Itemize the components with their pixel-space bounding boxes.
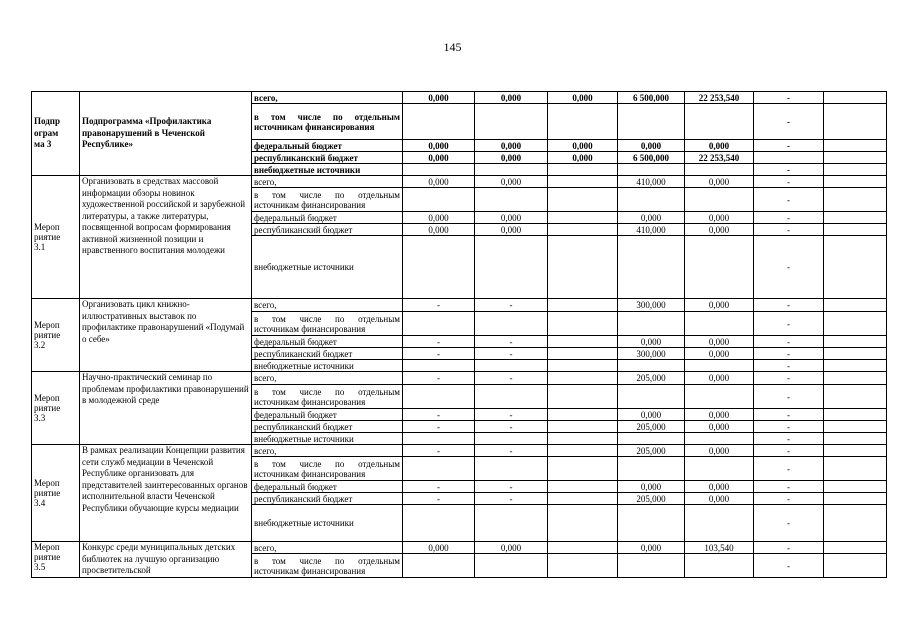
funding-source: в том числе по отдельным источникам финансирования — [252, 457, 403, 481]
row-label-text: Мероп риятие 3.4 — [34, 478, 61, 508]
value-cell: 0,000 — [685, 445, 754, 457]
activity-name — [80, 445, 252, 542]
value-cell: - — [754, 360, 824, 372]
value-cell — [824, 312, 887, 336]
row-label — [32, 176, 80, 299]
value-cell: - — [754, 433, 824, 445]
value-cell: - — [754, 554, 824, 578]
value-cell — [548, 212, 618, 224]
value-cell — [685, 433, 754, 445]
row-label — [32, 299, 80, 372]
value-cell — [754, 152, 824, 164]
value-cell: - — [754, 542, 824, 554]
value-cell — [403, 312, 475, 336]
value-cell: - — [754, 236, 824, 299]
value-cell: 6 500,000 — [618, 152, 685, 164]
value-cell — [548, 360, 618, 372]
value-cell — [475, 554, 548, 578]
value-cell: 0,000 — [403, 542, 475, 554]
value-cell: 0,000 — [618, 336, 685, 348]
value-cell: - — [754, 409, 824, 421]
value-cell — [685, 312, 754, 336]
value-cell: - — [754, 140, 824, 152]
value-cell — [618, 433, 685, 445]
value-cell — [824, 360, 887, 372]
value-cell — [618, 554, 685, 578]
funding-source: республиканский бюджет — [252, 493, 403, 505]
value-cell: 22 253,540 — [685, 152, 754, 164]
row-label-text: Мероп риятие 3.5 — [34, 542, 61, 572]
funding-source: всего, — [252, 445, 403, 457]
value-cell — [824, 152, 887, 164]
value-cell: - — [403, 348, 475, 360]
value-cell — [548, 236, 618, 299]
value-cell — [548, 312, 618, 336]
value-cell — [685, 505, 754, 542]
value-cell — [475, 457, 548, 481]
value-cell — [548, 542, 618, 554]
value-cell — [824, 372, 887, 385]
value-cell — [824, 224, 887, 236]
value-cell: - — [754, 421, 824, 433]
funding-source: всего, — [252, 542, 403, 554]
value-cell — [403, 236, 475, 299]
value-cell — [618, 505, 685, 542]
value-cell: - — [475, 372, 548, 385]
value-cell — [475, 312, 548, 336]
value-cell: - — [754, 212, 824, 224]
row-label — [32, 92, 80, 176]
value-cell: - — [754, 176, 824, 188]
funding-source: внебюджетные источники — [252, 164, 403, 176]
value-cell — [548, 433, 618, 445]
value-cell: 0,000 — [685, 409, 754, 421]
value-cell: 0,000 — [685, 336, 754, 348]
value-cell — [475, 236, 548, 299]
value-cell — [824, 212, 887, 224]
value-cell — [824, 92, 887, 104]
value-cell — [548, 372, 618, 385]
value-cell: - — [403, 481, 475, 493]
value-cell: 0,000 — [618, 409, 685, 421]
funding-source: федеральный бюджет — [252, 336, 403, 348]
value-cell — [824, 140, 887, 152]
funding-source: федеральный бюджет — [252, 481, 403, 493]
value-cell: 0,000 — [685, 348, 754, 360]
funding-source: всего, — [252, 176, 403, 188]
funding-source: в том числе по отдельным источникам финансирования — [252, 104, 403, 140]
page-number: 145 — [443, 40, 462, 54]
value-cell — [685, 236, 754, 299]
value-cell — [475, 104, 548, 140]
value-cell: - — [754, 164, 824, 176]
value-cell — [685, 360, 754, 372]
value-cell: - — [403, 421, 475, 433]
row-label-text: Мероп риятие 3.1 — [34, 222, 61, 252]
funding-source: в том числе по отдельным источникам финансирования — [252, 554, 403, 578]
value-cell: 0,000 — [475, 140, 548, 152]
activity-name-text: Подпрограмма «Профилактика правонарушений в Чеченской Республике» — [82, 116, 212, 150]
value-cell — [685, 385, 754, 409]
value-cell — [824, 445, 887, 457]
value-cell — [824, 348, 887, 360]
value-cell: - — [475, 299, 548, 312]
value-cell: 0,000 — [475, 176, 548, 188]
budget-table — [31, 91, 887, 578]
value-cell — [548, 164, 618, 176]
value-cell: - — [754, 372, 824, 385]
funding-source: всего, — [252, 299, 403, 312]
value-cell — [475, 164, 548, 176]
value-cell — [824, 409, 887, 421]
value-cell: - — [403, 493, 475, 505]
funding-source: республиканский бюджет — [252, 348, 403, 360]
value-cell — [618, 312, 685, 336]
activity-name — [80, 176, 252, 299]
value-cell — [618, 385, 685, 409]
funding-source: республиканский бюджет — [252, 152, 403, 164]
funding-source: внебюджетные источники — [252, 360, 403, 372]
row-label-text: Мероп риятие 3.3 — [34, 393, 61, 423]
activity-name — [80, 299, 252, 372]
value-cell — [548, 457, 618, 481]
value-cell: 205,000 — [618, 372, 685, 385]
value-cell — [475, 360, 548, 372]
value-cell — [685, 164, 754, 176]
table-row — [32, 372, 887, 385]
value-cell — [403, 104, 475, 140]
value-cell: - — [754, 481, 824, 493]
funding-source: в том числе по отдельным источникам финансирования — [252, 312, 403, 336]
value-cell: - — [754, 92, 824, 104]
table-row — [32, 92, 887, 104]
value-cell: 300,000 — [618, 348, 685, 360]
value-cell: - — [754, 493, 824, 505]
value-cell: - — [754, 445, 824, 457]
value-cell: - — [475, 409, 548, 421]
funding-source: республиканский бюджет — [252, 224, 403, 236]
value-cell — [548, 348, 618, 360]
value-cell — [548, 188, 618, 212]
value-cell — [548, 299, 618, 312]
value-cell — [548, 505, 618, 542]
value-cell: - — [475, 336, 548, 348]
value-cell — [618, 457, 685, 481]
row-label — [32, 372, 80, 445]
value-cell: 0,000 — [475, 224, 548, 236]
value-cell — [548, 445, 618, 457]
activity-name-text: Организовать цикл книжно-иллюстративных выставок по профилактике правонарушений «Подумай о себе» — [82, 299, 245, 344]
value-cell: 205,000 — [618, 421, 685, 433]
value-cell — [824, 542, 887, 554]
value-cell — [548, 385, 618, 409]
value-cell — [824, 164, 887, 176]
activity-name-text: Конкурс среди муниципальных детских библиотек на лучшую организацию просветительской — [82, 542, 236, 575]
funding-source: в том числе по отдельным источникам финансирования — [252, 385, 403, 409]
value-cell — [618, 104, 685, 140]
value-cell: - — [754, 457, 824, 481]
value-cell: 0,000 — [548, 140, 618, 152]
activity-name-text: Научно-практический семинар по проблемам профилактики правонарушений в молодежной среде — [82, 372, 249, 405]
value-cell — [548, 336, 618, 348]
value-cell: 0,000 — [685, 493, 754, 505]
value-cell — [824, 554, 887, 578]
value-cell: 0,000 — [618, 481, 685, 493]
value-cell — [475, 505, 548, 542]
value-cell: - — [475, 481, 548, 493]
value-cell: - — [475, 421, 548, 433]
value-cell: - — [754, 348, 824, 360]
value-cell: 410,000 — [618, 224, 685, 236]
value-cell — [824, 299, 887, 312]
value-cell: 410,000 — [618, 176, 685, 188]
table-row — [32, 542, 887, 554]
row-label — [32, 542, 80, 578]
value-cell — [824, 457, 887, 481]
value-cell: 22 253,540 — [685, 92, 754, 104]
value-cell — [548, 176, 618, 188]
funding-source: внебюджетные источники — [252, 433, 403, 445]
value-cell — [824, 505, 887, 542]
value-cell — [824, 176, 887, 188]
funding-source: федеральный бюджет — [252, 409, 403, 421]
value-cell: - — [754, 505, 824, 542]
value-cell: 0,000 — [475, 212, 548, 224]
value-cell: 0,000 — [685, 299, 754, 312]
funding-source: всего, — [252, 372, 403, 385]
value-cell — [548, 409, 618, 421]
activity-name — [80, 92, 252, 176]
value-cell: 0,000 — [685, 176, 754, 188]
value-cell — [824, 433, 887, 445]
value-cell — [403, 554, 475, 578]
activity-name — [80, 372, 252, 445]
row-label-text: Подпр ограм ма 3 — [34, 116, 60, 150]
value-cell: - — [475, 493, 548, 505]
activity-name-text: Организовать в средствах массовой информации обзоры новинок художественной российской и зарубежной литературы, а также литературы, посвященной вопросам формирования активной жизненной позиции и нравственного воспитания молодежи — [82, 176, 246, 255]
value-cell: - — [754, 299, 824, 312]
value-cell: - — [754, 312, 824, 336]
value-cell — [475, 433, 548, 445]
value-cell — [685, 188, 754, 212]
funding-source: внебюджетные источники — [252, 236, 403, 299]
row-label-text: Мероп риятие 3.2 — [34, 320, 61, 350]
value-cell — [403, 360, 475, 372]
row-label — [32, 445, 80, 542]
value-cell: 0,000 — [475, 542, 548, 554]
value-cell — [548, 481, 618, 493]
value-cell: 0,000 — [685, 224, 754, 236]
value-cell — [824, 188, 887, 212]
value-cell: - — [475, 445, 548, 457]
value-cell: 0,000 — [403, 176, 475, 188]
funding-source: федеральный бюджет — [252, 212, 403, 224]
value-cell — [824, 481, 887, 493]
value-cell: 0,000 — [403, 140, 475, 152]
value-cell: 0,000 — [685, 481, 754, 493]
table-row — [32, 445, 887, 457]
value-cell: 205,000 — [618, 493, 685, 505]
value-cell: 0,000 — [618, 212, 685, 224]
value-cell — [618, 236, 685, 299]
value-cell — [403, 457, 475, 481]
table-row — [32, 299, 887, 312]
value-cell: - — [754, 188, 824, 212]
value-cell: - — [754, 336, 824, 348]
value-cell: - — [403, 372, 475, 385]
funding-source: федеральный бюджет — [252, 140, 403, 152]
value-cell: 0,000 — [618, 140, 685, 152]
value-cell: 0,000 — [685, 140, 754, 152]
value-cell: - — [403, 299, 475, 312]
value-cell: 0,000 — [475, 152, 548, 164]
value-cell — [824, 493, 887, 505]
value-cell: 0,000 — [685, 421, 754, 433]
value-cell: - — [754, 385, 824, 409]
value-cell: 0,000 — [403, 92, 475, 104]
value-cell — [548, 224, 618, 236]
value-cell: - — [475, 348, 548, 360]
value-cell — [824, 421, 887, 433]
value-cell — [618, 188, 685, 212]
funding-source: внебюджетные источники — [252, 505, 403, 542]
funding-source: республиканский бюджет — [252, 421, 403, 433]
value-cell: 205,000 — [618, 445, 685, 457]
value-cell — [475, 188, 548, 212]
value-cell — [685, 554, 754, 578]
funding-source: всего, — [252, 92, 403, 104]
value-cell: 0,000 — [685, 212, 754, 224]
value-cell — [548, 104, 618, 140]
value-cell — [548, 493, 618, 505]
table-row — [32, 176, 887, 188]
value-cell — [685, 104, 754, 140]
value-cell — [475, 385, 548, 409]
activity-name-text: В рамках реализации Концепции развития сети служб медиации в Чеченской Республике организовать для представителей заинтересованных органов исполнительной власти Чеченской Республики обучающие курсы медиации — [82, 445, 248, 513]
value-cell: 300,000 — [618, 299, 685, 312]
value-cell: 0,000 — [403, 224, 475, 236]
value-cell — [685, 457, 754, 481]
value-cell — [824, 336, 887, 348]
value-cell — [824, 385, 887, 409]
value-cell — [824, 236, 887, 299]
value-cell — [403, 164, 475, 176]
value-cell — [824, 104, 887, 140]
value-cell: 0,000 — [475, 92, 548, 104]
value-cell — [548, 554, 618, 578]
value-cell: 0,000 — [548, 152, 618, 164]
value-cell — [618, 164, 685, 176]
value-cell — [548, 421, 618, 433]
value-cell: 103,540 — [685, 542, 754, 554]
value-cell — [618, 360, 685, 372]
value-cell — [403, 505, 475, 542]
value-cell: 0,000 — [685, 372, 754, 385]
value-cell: 0,000 — [403, 152, 475, 164]
value-cell: - — [754, 104, 824, 140]
value-cell: - — [403, 409, 475, 421]
value-cell: - — [754, 224, 824, 236]
funding-source: в том числе по отдельным источникам финансирования — [252, 188, 403, 212]
value-cell — [403, 188, 475, 212]
value-cell: - — [403, 336, 475, 348]
value-cell — [403, 433, 475, 445]
value-cell: 6 500,000 — [618, 92, 685, 104]
value-cell: 0,000 — [403, 212, 475, 224]
value-cell: 0,000 — [618, 542, 685, 554]
value-cell — [403, 385, 475, 409]
value-cell: 0,000 — [548, 92, 618, 104]
activity-name — [80, 542, 252, 578]
value-cell: - — [403, 445, 475, 457]
